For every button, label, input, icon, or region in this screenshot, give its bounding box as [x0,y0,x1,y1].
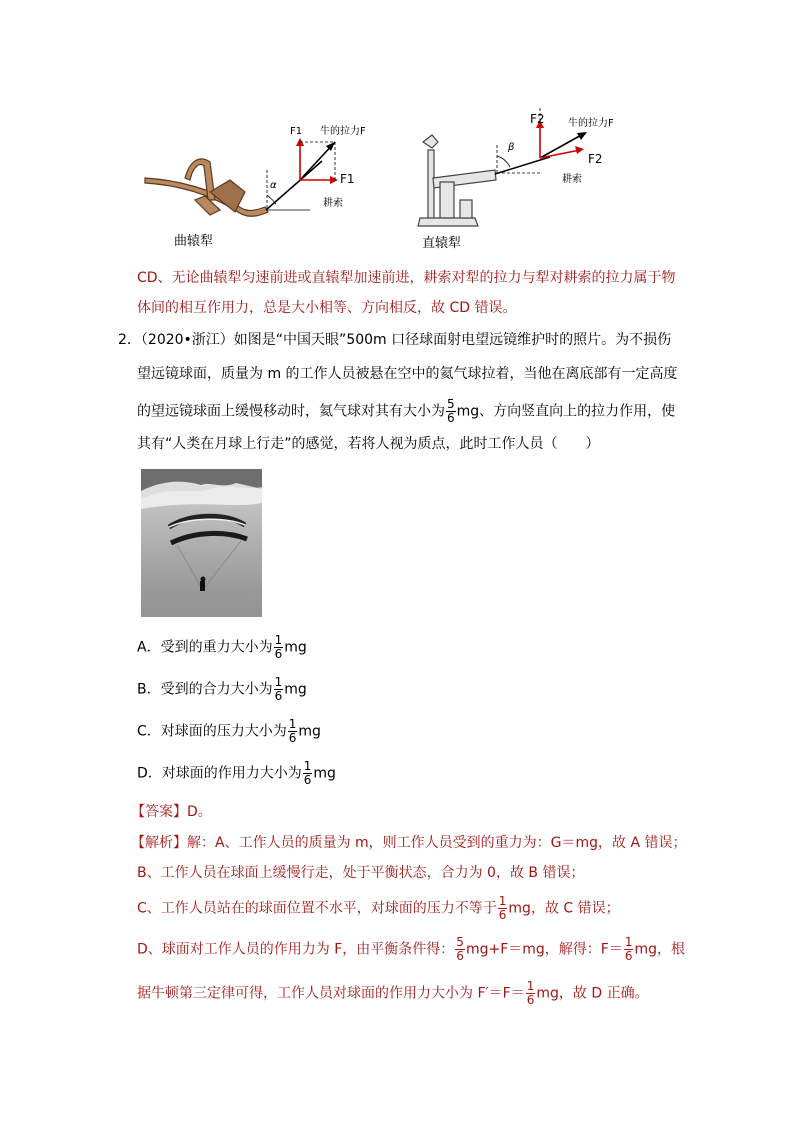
option-a-num: 1 [274,633,283,647]
option-d-den: 6 [303,773,312,787]
analysis-line5-pre: 据牛顿第三定律可得，工作人员对球面的作用力大小为 F′＝F＝ [137,985,525,1002]
right-rope-line [495,157,550,174]
option-b-den: 6 [274,689,283,703]
option-d-fraction [303,760,313,787]
rope-label-left: 耕索 [323,198,343,209]
question-fraction-num: 5 [447,397,455,411]
option-c-den: 6 [288,731,297,745]
analysis-line4-num1: 5 [456,935,464,949]
option-c-num: 1 [288,717,297,731]
option-c-pre: C．对球面的压力大小为 [137,723,287,740]
option-b-pre: B．受到的合力大小为 [137,681,273,698]
option-d-num: 1 [303,759,312,773]
question-fraction [446,398,456,425]
question-text-3-pre: 的望远镜球面上缓慢移动时，氦气球对其有大小为 [137,403,445,420]
f1-horizontal-label: F1 [340,172,355,186]
option-a-fraction [274,634,284,661]
analysis-line4-pre: D、球面对工作人员的作用力为 F，由平衡条件得： [137,941,455,958]
analysis-line3-pre: C、工作人员站在的球面位置不水平，对球面的压力不等于 [137,900,497,917]
analysis-line5 [137,980,649,1007]
f2-horizontal-label: F2 [588,152,603,166]
analysis-line4-den1: 6 [456,949,464,963]
analysis-line4 [137,936,685,963]
analysis-line3-post: mg，故 C 错误； [508,900,620,917]
fast-photo [141,469,262,617]
fast-photo-image [141,469,262,617]
prev-answer-line1: CD、无论曲辕犁匀速前进或直辕犁加速前进，耕索对犁的拉力与犁对耕索的拉力属于物 [137,270,676,286]
f2-vertical-label: F2 [530,112,545,126]
analysis-line4-mid: mg+F＝mg，解得：F＝ [465,941,623,958]
option-b-post: mg [284,681,307,698]
question-line4: 其有“人类在月球上行走”的感觉，若将人视为质点，此时工作人员（ ） [137,436,600,452]
pull-label-right: 牛的拉力F [568,118,614,129]
analysis-line3-num: 1 [498,894,507,908]
prev-answer-line2: 体间的相互作用力，总是大小相等、方向相反，故 CD 错误。 [137,300,517,316]
rope-label-right: 耕索 [562,174,582,185]
analysis-line3-fraction [498,895,508,922]
right-plough-caption: 直辕犁 [422,236,462,251]
plough-figure [140,100,660,260]
analysis-line5-fraction [526,980,536,1007]
question-line2: 望远镜球面，质量为 m 的工作人员被悬在空中的氦气球拉着，当他在离底部有一定高度 [137,366,678,382]
question-text-3-post: mg、方向竖直向上的拉力作用，使 [456,403,676,420]
question-number: 2． [118,332,141,348]
analysis-line3-den: 6 [498,908,507,922]
option-c-post: mg [298,723,321,740]
option-b-num: 1 [274,675,283,689]
option-d-post: mg [313,765,336,782]
analysis-line4-fraction2 [624,936,634,963]
option-a-pre: A．受到的重力大小为 [137,639,273,656]
analysis-line5-den: 6 [526,993,535,1007]
analysis-line4-num2: 1 [624,935,633,949]
option-b-fraction [274,676,284,703]
f1-horizontal-arrowhead [330,176,338,184]
alpha-arc [267,195,276,204]
analysis-line4-post: mg，根 [634,941,685,958]
f1-vertical-label: F1 [290,126,303,137]
question-text-1: （2020•浙江）如图是“中国天眼”500m 口径球面射电望远镜维护时的照片。为不损伤 [140,332,672,348]
analysis-line4-den2: 6 [624,949,633,963]
curved-plough-drawing [145,159,268,216]
option-a-post: mg [284,639,307,656]
analysis-line5-num: 1 [526,979,535,993]
option-a-den: 6 [274,647,283,661]
option-d [137,760,336,787]
pull-label-left: 牛的拉力F [320,126,366,137]
option-c [137,718,321,745]
answer-label: 【答案】D。 [131,804,212,820]
straight-plough-drawing [418,135,496,226]
question-line3 [137,398,675,425]
option-b [137,676,307,703]
alpha-label: α [270,180,277,191]
beta-arc [497,156,510,167]
analysis-line2: B、工作人员在球面上缓慢行走，处于平衡状态，合力为 0，故 B 错误； [137,865,585,881]
analysis-line1: 【解析】解：A、工作人员的质量为 m，则工作人员受到的重力为：G＝mg，故 A 错误； [131,835,687,851]
question-fraction-den: 6 [447,411,455,425]
question-line1 [118,330,671,350]
option-a [137,634,307,661]
option-d-pre: D．对球面的作用力大小为 [137,765,302,782]
analysis-line4-fraction1 [455,936,465,963]
option-c-fraction [288,718,298,745]
analysis-line5-post: mg，故 D 正确。 [536,985,649,1002]
beta-label: β [508,142,515,153]
f2-horizontal-arrowhead [575,146,584,154]
left-plough-caption: 曲辕犁 [174,234,214,249]
analysis-line3 [137,895,620,922]
